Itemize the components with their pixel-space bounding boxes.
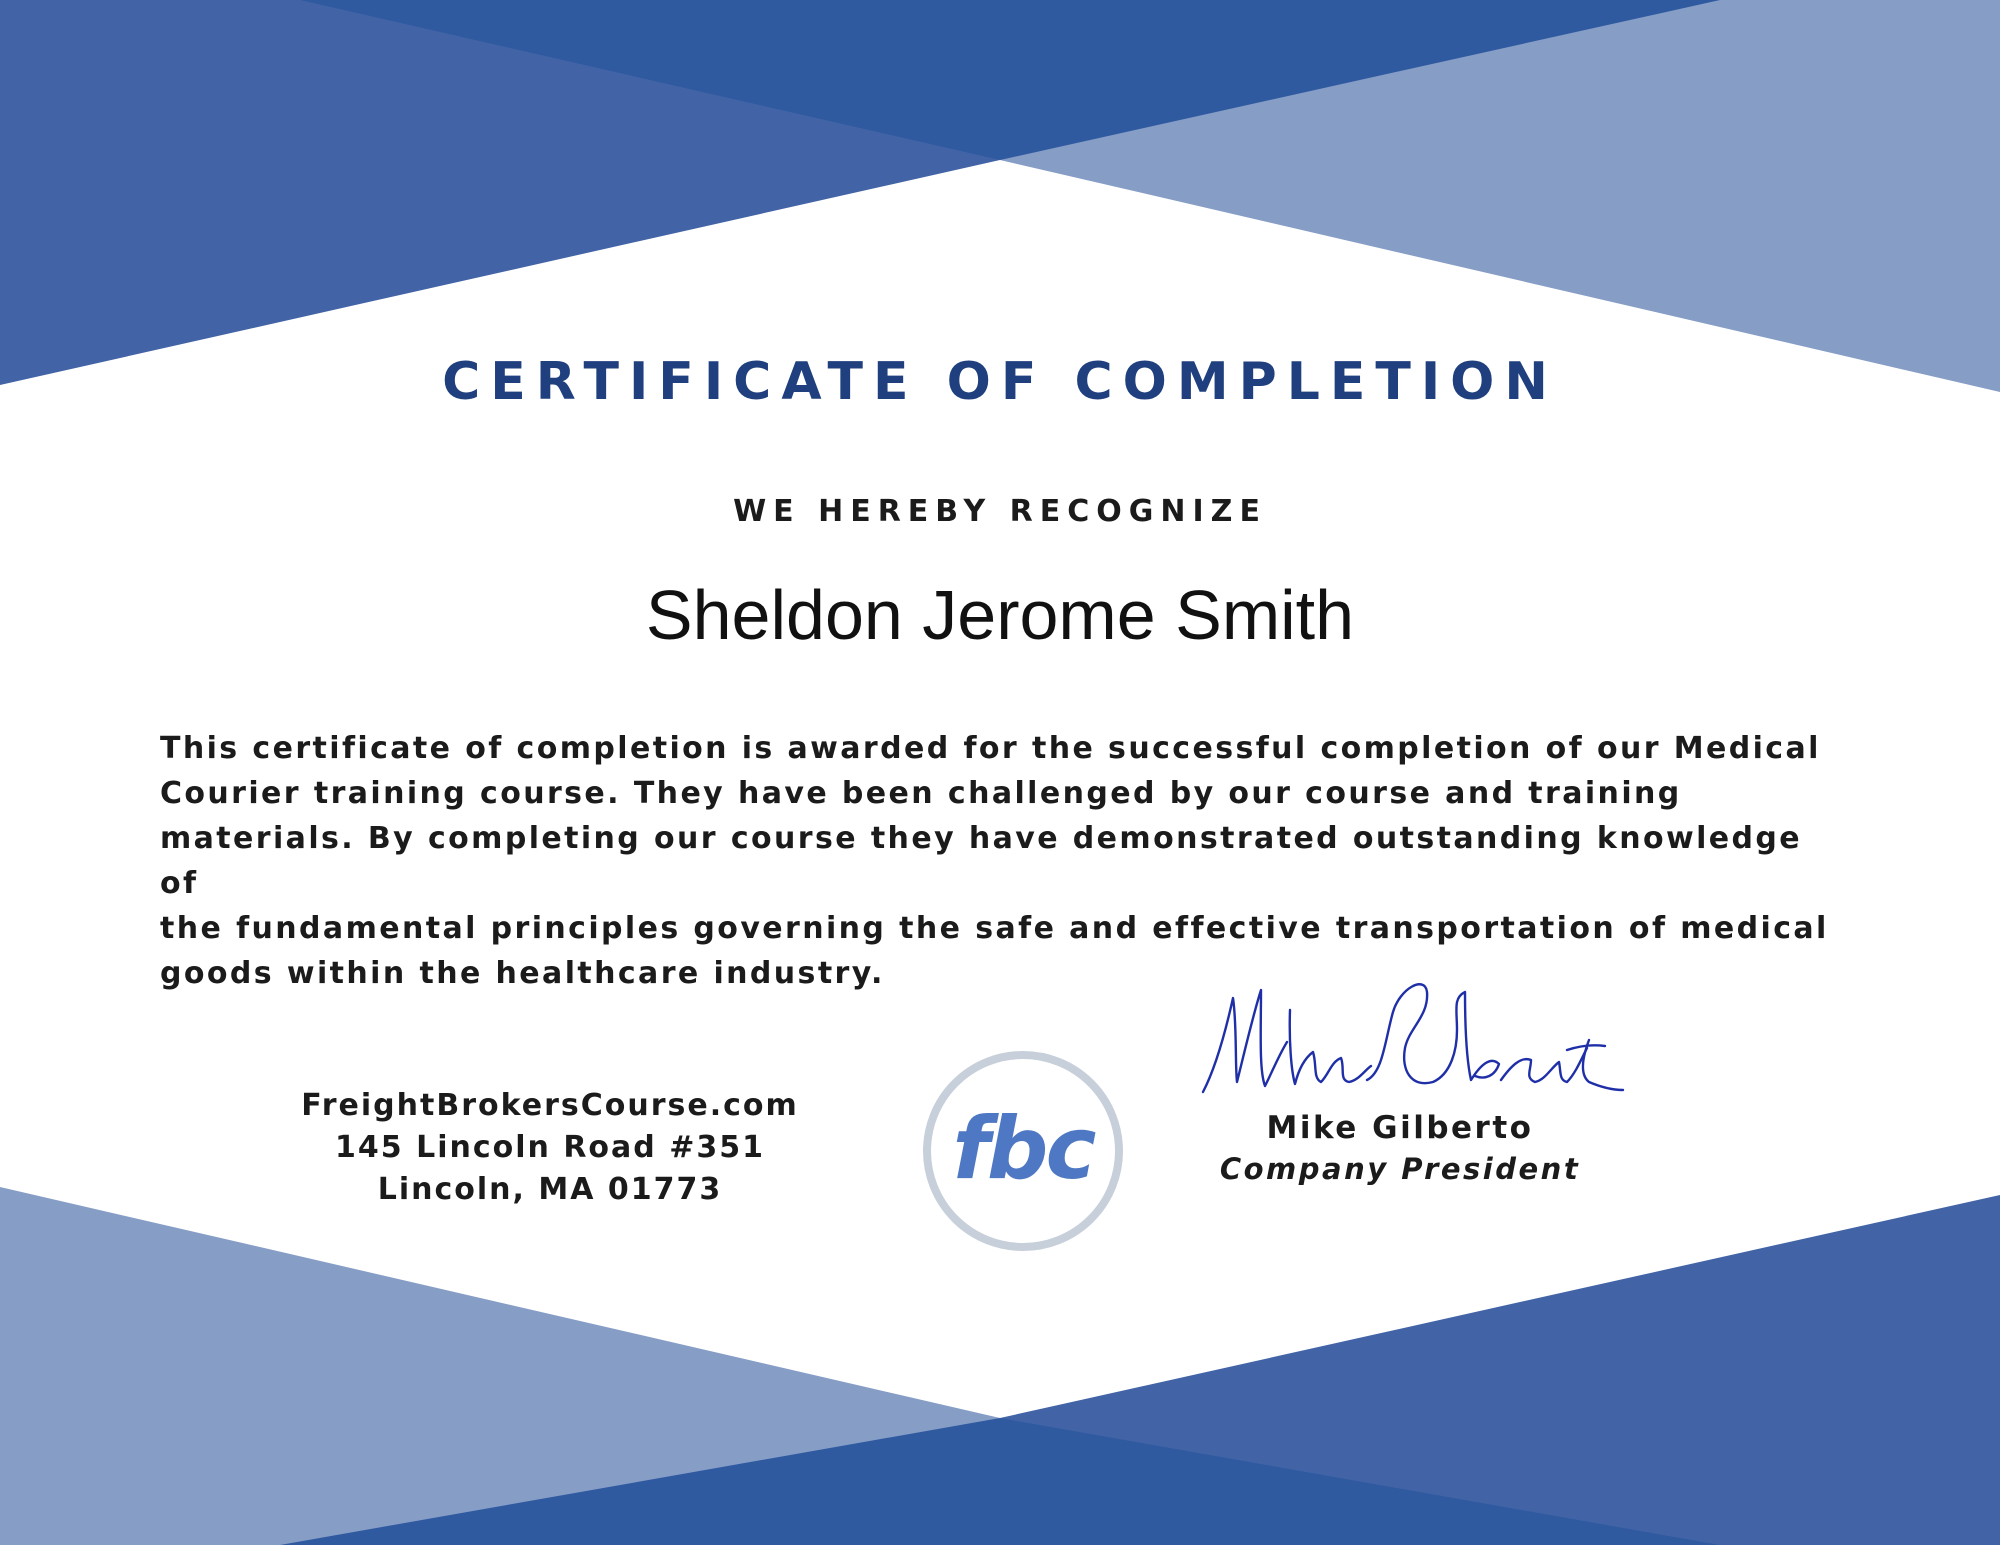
body-line: goods within the healthcare industry. xyxy=(160,956,885,991)
signatory-name: Mike Gilberto xyxy=(1266,1110,1534,1146)
street-text: 145 Lincoln Road #351 xyxy=(335,1130,765,1165)
body-line: Courier training course. They have been challenged by our course and training xyxy=(160,776,1682,811)
recognize-label: WE HEREBY RECOGNIZE xyxy=(733,494,1267,529)
handwritten-signature-icon xyxy=(1195,970,1625,1110)
recipient-name: Sheldon Jerome Smith xyxy=(645,576,1355,654)
body-line: the fundamental principles governing the safe and effective transportation of medical xyxy=(160,911,1829,946)
city-state-zip-text: Lincoln, MA 01773 xyxy=(377,1172,723,1207)
body-line: materials. By completing our course they have demonstrated outstanding knowledge of xyxy=(160,821,1803,901)
certificate-title: CERTIFICATE OF COMPLETION xyxy=(442,352,1558,412)
website-text: FreightBrokersCourse.com xyxy=(301,1088,799,1123)
certificate-body xyxy=(160,726,1850,996)
logo-text: fbc xyxy=(952,1099,1094,1199)
company-address xyxy=(250,1085,850,1211)
fbc-logo-icon xyxy=(920,1048,1126,1254)
body-line: This certificate of completion is awarded for the successful completion of our Medical xyxy=(160,731,1821,766)
signatory-title: Company President xyxy=(1219,1152,1581,1186)
